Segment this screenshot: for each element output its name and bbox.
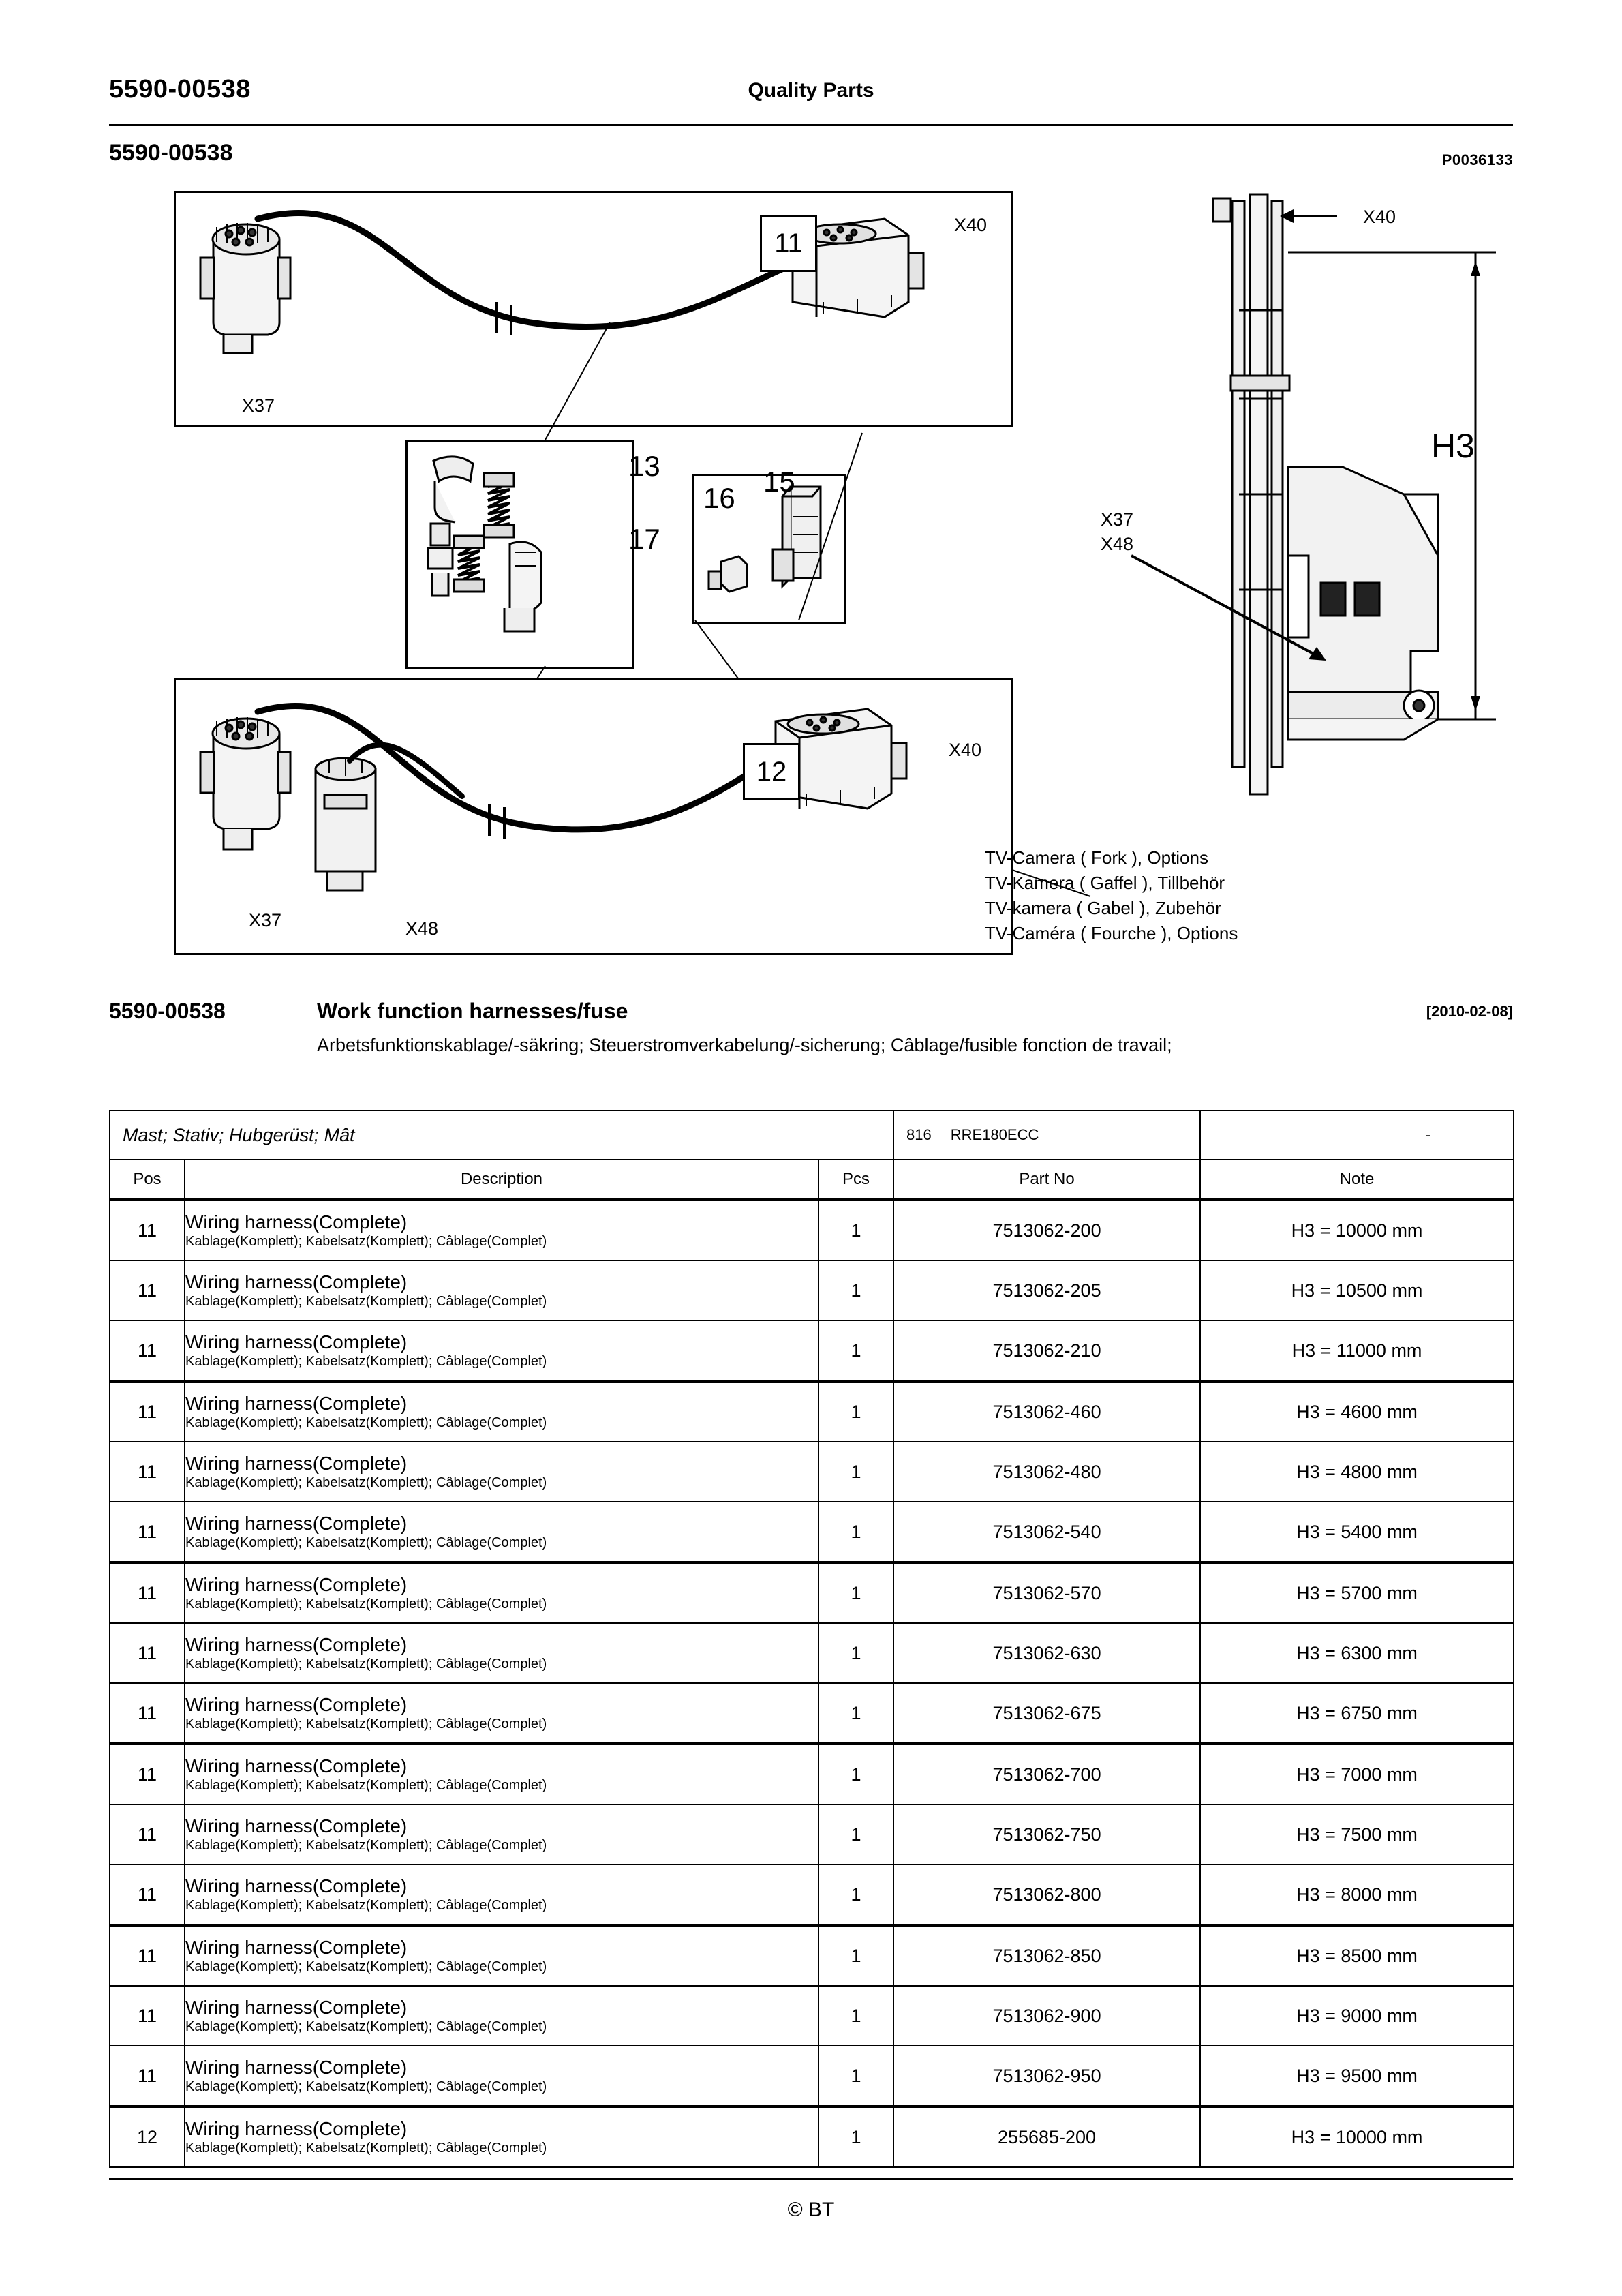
cell-note: H3 = 10000 mm — [1200, 1200, 1514, 1260]
cell-pcs: 1 — [818, 1683, 893, 1744]
model-code: 816 — [906, 1126, 932, 1143]
desc-primary: Wiring harness(Complete) — [185, 1211, 408, 1233]
cell-partno: 7513062-630 — [893, 1623, 1200, 1683]
section-title: Work function harnesses/fuse — [317, 999, 628, 1023]
table-header-row — [110, 1160, 1514, 1200]
cell-description — [185, 1562, 818, 1623]
cell-partno: 7513062-700 — [893, 1744, 1200, 1804]
desc-primary: Wiring harness(Complete) — [185, 1875, 408, 1897]
desc-secondary: Kablage(Komplett); Kabelsatz(Komplett); Câblage(Complet) — [185, 1294, 547, 1310]
cell-description — [185, 1381, 818, 1442]
cell-pos: 11 — [110, 1381, 185, 1442]
cell-description — [185, 1260, 818, 1320]
desc-primary: Wiring harness(Complete) — [185, 1331, 408, 1353]
caption-line-fr: TV-Caméra ( Fourche ), Options — [985, 922, 1238, 943]
table-row — [110, 2106, 1514, 2167]
cell-description — [185, 1442, 818, 1502]
cell-partno: 7513062-540 — [893, 1502, 1200, 1562]
desc-secondary: Kablage(Komplett); Kabelsatz(Komplett); Câblage(Complet) — [185, 1597, 547, 1612]
desc-secondary: Kablage(Komplett); Kabelsatz(Komplett); Câblage(Complet) — [185, 1475, 547, 1491]
table-row — [110, 1320, 1514, 1381]
desc-primary: Wiring harness(Complete) — [185, 1573, 408, 1595]
label-x48-truck: X48 — [1101, 534, 1134, 554]
cell-description — [185, 1925, 818, 1986]
label-x40-top: X40 — [954, 215, 988, 235]
cell-pos: 11 — [110, 1200, 185, 1260]
figure-caption — [985, 845, 1238, 946]
section-number: 5590-00538 — [109, 999, 226, 1023]
callout-12: 12 — [743, 743, 800, 800]
caption-line-de: TV-kamera ( Gabel ), Zubehör — [985, 897, 1221, 918]
cell-note: H3 = 6750 mm — [1200, 1683, 1514, 1744]
cell-description — [185, 2046, 818, 2106]
cell-pos: 11 — [110, 1442, 185, 1502]
header-title: Quality Parts — [748, 79, 874, 102]
cell-pos: 11 — [110, 1260, 185, 1320]
cell-pos: 11 — [110, 1864, 185, 1925]
cell-note: H3 = 8500 mm — [1200, 1925, 1514, 1986]
cell-pcs: 1 — [818, 1864, 893, 1925]
cell-pcs: 1 — [818, 1502, 893, 1562]
cell-note: H3 = 7500 mm — [1200, 1804, 1514, 1864]
desc-secondary: Kablage(Komplett); Kabelsatz(Komplett); Câblage(Complet) — [185, 1415, 547, 1431]
cell-pcs: 1 — [818, 1320, 893, 1381]
cell-pos: 11 — [110, 1986, 185, 2046]
desc-primary: Wiring harness(Complete) — [185, 1512, 408, 1534]
table-row — [110, 1502, 1514, 1562]
callout-11: 11 — [760, 215, 817, 272]
cell-note: H3 = 10000 mm — [1200, 2106, 1514, 2167]
cell-note: H3 = 5400 mm — [1200, 1502, 1514, 1562]
cell-note: H3 = 4600 mm — [1200, 1381, 1514, 1442]
figure-code: P0036133 — [1441, 151, 1513, 168]
cell-pos: 11 — [110, 1683, 185, 1744]
cell-partno: 7513062-480 — [893, 1442, 1200, 1502]
desc-secondary: Kablage(Komplett); Kabelsatz(Komplett); Câblage(Complet) — [185, 1898, 547, 1914]
cell-partno: 7513062-800 — [893, 1864, 1200, 1925]
table-row — [110, 1744, 1514, 1804]
label-16: 16 — [703, 482, 735, 514]
label-x37-top: X37 — [242, 395, 275, 416]
cell-partno: 7513062-900 — [893, 1986, 1200, 2046]
col-head-pcs: Pcs — [818, 1160, 893, 1200]
footer-copyright: © BT — [787, 2199, 835, 2221]
desc-secondary: Kablage(Komplett); Kabelsatz(Komplett); Câblage(Complet) — [185, 1838, 547, 1854]
cell-partno: 7513062-200 — [893, 1200, 1200, 1260]
cell-pos: 11 — [110, 1502, 185, 1562]
cell-note: H3 = 9500 mm — [1200, 2046, 1514, 2106]
desc-primary: Wiring harness(Complete) — [185, 2056, 408, 2078]
cell-description — [185, 1502, 818, 1562]
cell-note: H3 = 8000 mm — [1200, 1864, 1514, 1925]
cell-partno: 7513062-950 — [893, 2046, 1200, 2106]
cell-pcs: 1 — [818, 1562, 893, 1623]
desc-secondary: Kablage(Komplett); Kabelsatz(Komplett); Câblage(Complet) — [185, 2141, 547, 2156]
cell-description — [185, 1986, 818, 2046]
cell-note: H3 = 5700 mm — [1200, 1562, 1514, 1623]
cell-pcs: 1 — [818, 2046, 893, 2106]
cell-description — [185, 1744, 818, 1804]
cell-description — [185, 1864, 818, 1925]
cell-description — [185, 1200, 818, 1260]
cell-pos: 11 — [110, 1562, 185, 1623]
desc-secondary: Kablage(Komplett); Kabelsatz(Komplett); Câblage(Complet) — [185, 1959, 547, 1975]
col-head-pos: Pos — [110, 1160, 185, 1200]
desc-primary: Wiring harness(Complete) — [185, 1815, 408, 1837]
cell-partno: 7513062-675 — [893, 1683, 1200, 1744]
desc-secondary: Kablage(Komplett); Kabelsatz(Komplett); Câblage(Complet) — [185, 1717, 547, 1732]
desc-primary: Wiring harness(Complete) — [185, 1633, 408, 1655]
schematic-bottom-drawing — [176, 680, 1007, 949]
cell-pcs: 1 — [818, 2106, 893, 2167]
mast-label: Mast; Stativ; Hubgerüst; Mât — [110, 1111, 893, 1160]
footer-divider — [109, 2178, 1513, 2180]
label-x37-truck: X37 — [1101, 509, 1134, 530]
desc-primary: Wiring harness(Complete) — [185, 1996, 408, 2018]
table-row — [110, 1864, 1514, 1925]
col-head-partno: Part No — [893, 1160, 1200, 1200]
desc-secondary: Kablage(Komplett); Kabelsatz(Komplett); Câblage(Complet) — [185, 2019, 547, 2035]
desc-primary: Wiring harness(Complete) — [185, 1271, 408, 1293]
desc-primary: Wiring harness(Complete) — [185, 1936, 408, 1958]
label-13: 13 — [628, 450, 660, 482]
header-divider — [109, 124, 1513, 126]
parts-table-wrap — [109, 1110, 1513, 2168]
cell-description — [185, 1623, 818, 1683]
label-x37-bottom: X37 — [249, 910, 282, 931]
table-row — [110, 1986, 1514, 2046]
cell-description — [185, 1683, 818, 1744]
cell-pcs: 1 — [818, 1260, 893, 1320]
cell-note: H3 = 4800 mm — [1200, 1442, 1514, 1502]
desc-secondary: Kablage(Komplett); Kabelsatz(Komplett); Câblage(Complet) — [185, 1657, 547, 1672]
cell-partno: 7513062-460 — [893, 1381, 1200, 1442]
label-x40-truck: X40 — [1363, 207, 1396, 227]
table-row — [110, 1442, 1514, 1502]
table-subheader-row — [110, 1111, 1514, 1160]
header-doc-number: 5590-00538 — [109, 75, 251, 104]
cell-pcs: 1 — [818, 1744, 893, 1804]
table-row — [110, 1260, 1514, 1320]
caption-line-en: TV-Camera ( Fork ), Options — [985, 847, 1208, 868]
parts-table — [109, 1110, 1514, 2168]
model-dash: - — [1200, 1111, 1514, 1160]
table-row — [110, 1925, 1514, 1986]
cell-partno: 7513062-850 — [893, 1925, 1200, 1986]
cell-note: H3 = 9000 mm — [1200, 1986, 1514, 2046]
table-row — [110, 1200, 1514, 1260]
cell-pcs: 1 — [818, 1381, 893, 1442]
cell-pcs: 1 — [818, 1804, 893, 1864]
label-x40-bottom: X40 — [949, 740, 982, 760]
cell-pos: 11 — [110, 1925, 185, 1986]
table-row — [110, 1381, 1514, 1442]
cell-pos: 11 — [110, 1623, 185, 1683]
desc-secondary: Kablage(Komplett); Kabelsatz(Komplett); Câblage(Complet) — [185, 1778, 547, 1794]
cell-pcs: 1 — [818, 1442, 893, 1502]
cell-pcs: 1 — [818, 1986, 893, 2046]
figure-number: 5590-00538 — [109, 140, 233, 166]
truck-illustration — [1084, 174, 1513, 856]
desc-secondary: Kablage(Komplett); Kabelsatz(Komplett); Câblage(Complet) — [185, 2079, 547, 2095]
label-h3: H3 — [1431, 427, 1475, 465]
desc-primary: Wiring harness(Complete) — [185, 1452, 408, 1474]
label-15: 15 — [763, 466, 795, 498]
desc-primary: Wiring harness(Complete) — [185, 1755, 408, 1777]
table-row — [110, 1683, 1514, 1744]
desc-secondary: Kablage(Komplett); Kabelsatz(Komplett); Câblage(Complet) — [185, 1234, 547, 1250]
cell-note: H3 = 11000 mm — [1200, 1320, 1514, 1381]
desc-secondary: Kablage(Komplett); Kabelsatz(Komplett); Câblage(Complet) — [185, 1354, 547, 1370]
desc-primary: Wiring harness(Complete) — [185, 1693, 408, 1715]
cell-partno: 7513062-750 — [893, 1804, 1200, 1864]
cell-pos: 11 — [110, 1744, 185, 1804]
col-head-note: Note — [1200, 1160, 1514, 1200]
desc-secondary: Kablage(Komplett); Kabelsatz(Komplett); Câblage(Complet) — [185, 1535, 547, 1551]
cell-note: H3 = 7000 mm — [1200, 1744, 1514, 1804]
caption-line-sv: TV-Kamera ( Gaffel ), Tillbehör — [985, 872, 1225, 893]
cell-partno: 255685-200 — [893, 2106, 1200, 2167]
col-head-description: Description — [185, 1160, 818, 1200]
cell-partno: 7513062-205 — [893, 1260, 1200, 1320]
cell-partno: 7513062-570 — [893, 1562, 1200, 1623]
desc-primary: Wiring harness(Complete) — [185, 1392, 408, 1414]
cell-pos: 12 — [110, 2106, 185, 2167]
section-subtitle: Arbetsfunktionskablage/-säkring; Steuerstromverkabelung/-sicherung; Câblage/fusible fonction de travail; — [317, 1035, 1172, 1055]
table-row — [110, 1623, 1514, 1683]
cell-pcs: 1 — [818, 1200, 893, 1260]
cell-note: H3 = 10500 mm — [1200, 1260, 1514, 1320]
model-name: RRE180ECC — [950, 1126, 1039, 1143]
cell-note: H3 = 6300 mm — [1200, 1623, 1514, 1683]
label-17: 17 — [628, 523, 660, 555]
cell-pos: 11 — [110, 1320, 185, 1381]
cell-partno: 7513062-210 — [893, 1320, 1200, 1381]
cell-pcs: 1 — [818, 1925, 893, 1986]
table-row — [110, 1562, 1514, 1623]
label-x48-bottom: X48 — [406, 918, 439, 939]
cell-description — [185, 2106, 818, 2167]
page-header — [109, 75, 1513, 116]
table-row — [110, 2046, 1514, 2106]
cell-description — [185, 1320, 818, 1381]
section-date: [2010-02-08] — [1426, 1003, 1513, 1020]
cell-pos: 11 — [110, 1804, 185, 1864]
table-row — [110, 1804, 1514, 1864]
cell-pos: 11 — [110, 2046, 185, 2106]
cell-pcs: 1 — [818, 1623, 893, 1683]
schematic-box-bottom — [174, 678, 1013, 955]
cell-description — [185, 1804, 818, 1864]
figure-area — [109, 174, 1513, 978]
desc-primary: Wiring harness(Complete) — [185, 2117, 408, 2139]
model-cell — [893, 1111, 1200, 1160]
